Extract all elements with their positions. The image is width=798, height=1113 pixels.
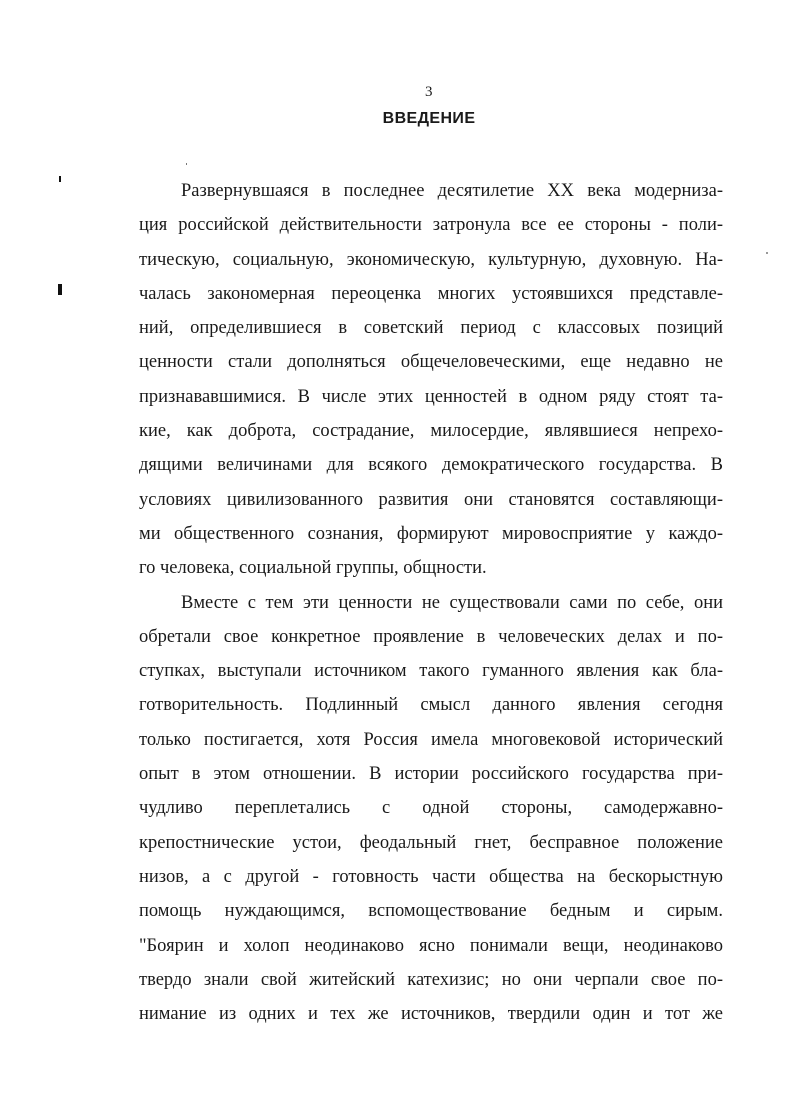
text-line: ценности стали дополняться общечеловеческими, еще недавно не [139, 352, 723, 373]
text-line: Развернувшаяся в последнее десятилетие XX века модерниза- [181, 181, 723, 201]
text-line: кие, как доброта, сострадание, милосердие, являвшиеся непрехо- [139, 421, 723, 442]
text-line: условиях цивилизованного развития они становятся составляющи- [139, 489, 723, 510]
text-line: опыт в этом отношении. В истории российского государства при- [139, 764, 723, 785]
text-line: готворительность. Подлинный смысл данного явления сегодня [139, 695, 723, 716]
text-line: ний, определившиеся в советский период с классовых позиций [139, 318, 723, 339]
paragraph-2 [139, 586, 723, 1032]
text-line: Вместе с тем эти ценности не существовали сами по себе, они [181, 592, 723, 613]
text-line: крепостнические устои, феодальный гнет, бесправное положение [139, 832, 723, 853]
text-line: го человека, социальной группы, общности. [139, 558, 487, 579]
text-line: признававшимися. В числе этих ценностей в одном ряду стоят та- [139, 386, 723, 407]
scan-artifact [766, 252, 768, 254]
text-line: "Боярин и холоп неодинаково ясно понимали вещи, неодинаково [139, 935, 723, 956]
scan-artifact [59, 176, 61, 182]
text-line: чалась закономерная переоценка многих устоявшихся представле- [139, 283, 723, 304]
text-line: ция российской действительности затронула все ее стороны - поли- [139, 215, 723, 236]
page-number: 3 [425, 84, 433, 100]
text-line: нимание из одних и тех же источников, твердили один и тот же [139, 1004, 723, 1025]
text-line: ми общественного сознания, формируют мировосприятие у каждо- [139, 523, 723, 544]
text-line: твердо знали свой житейский катехизис; но они черпали свое по- [139, 969, 723, 990]
body-text [139, 174, 723, 1031]
text-line: дящими величинами для всякого демократического государства. В [139, 455, 723, 476]
text-line: ступках, выступали источником такого гуманного явления как бла- [139, 661, 723, 682]
section-heading: ВВЕДЕНИЕ [382, 110, 476, 127]
scan-artifact [186, 163, 187, 165]
paragraph-1 [139, 174, 723, 586]
text-line: тическую, социальную, экономическую, культурную, духовную. На- [139, 249, 723, 270]
text-line: только постигается, хотя Россия имела многовековой исторический [139, 729, 723, 750]
text-line: низов, а с другой - готовность части общества на бескорыстную [139, 866, 723, 887]
scan-artifact [58, 284, 62, 295]
text-line: чудливо переплетались с одной стороны, самодержавно- [139, 798, 723, 819]
text-line: помощь нуждающимся, вспомоществование бедным и сирым. [139, 901, 723, 922]
text-line: обретали свое конкретное проявление в человеческих делах и по- [139, 626, 723, 647]
